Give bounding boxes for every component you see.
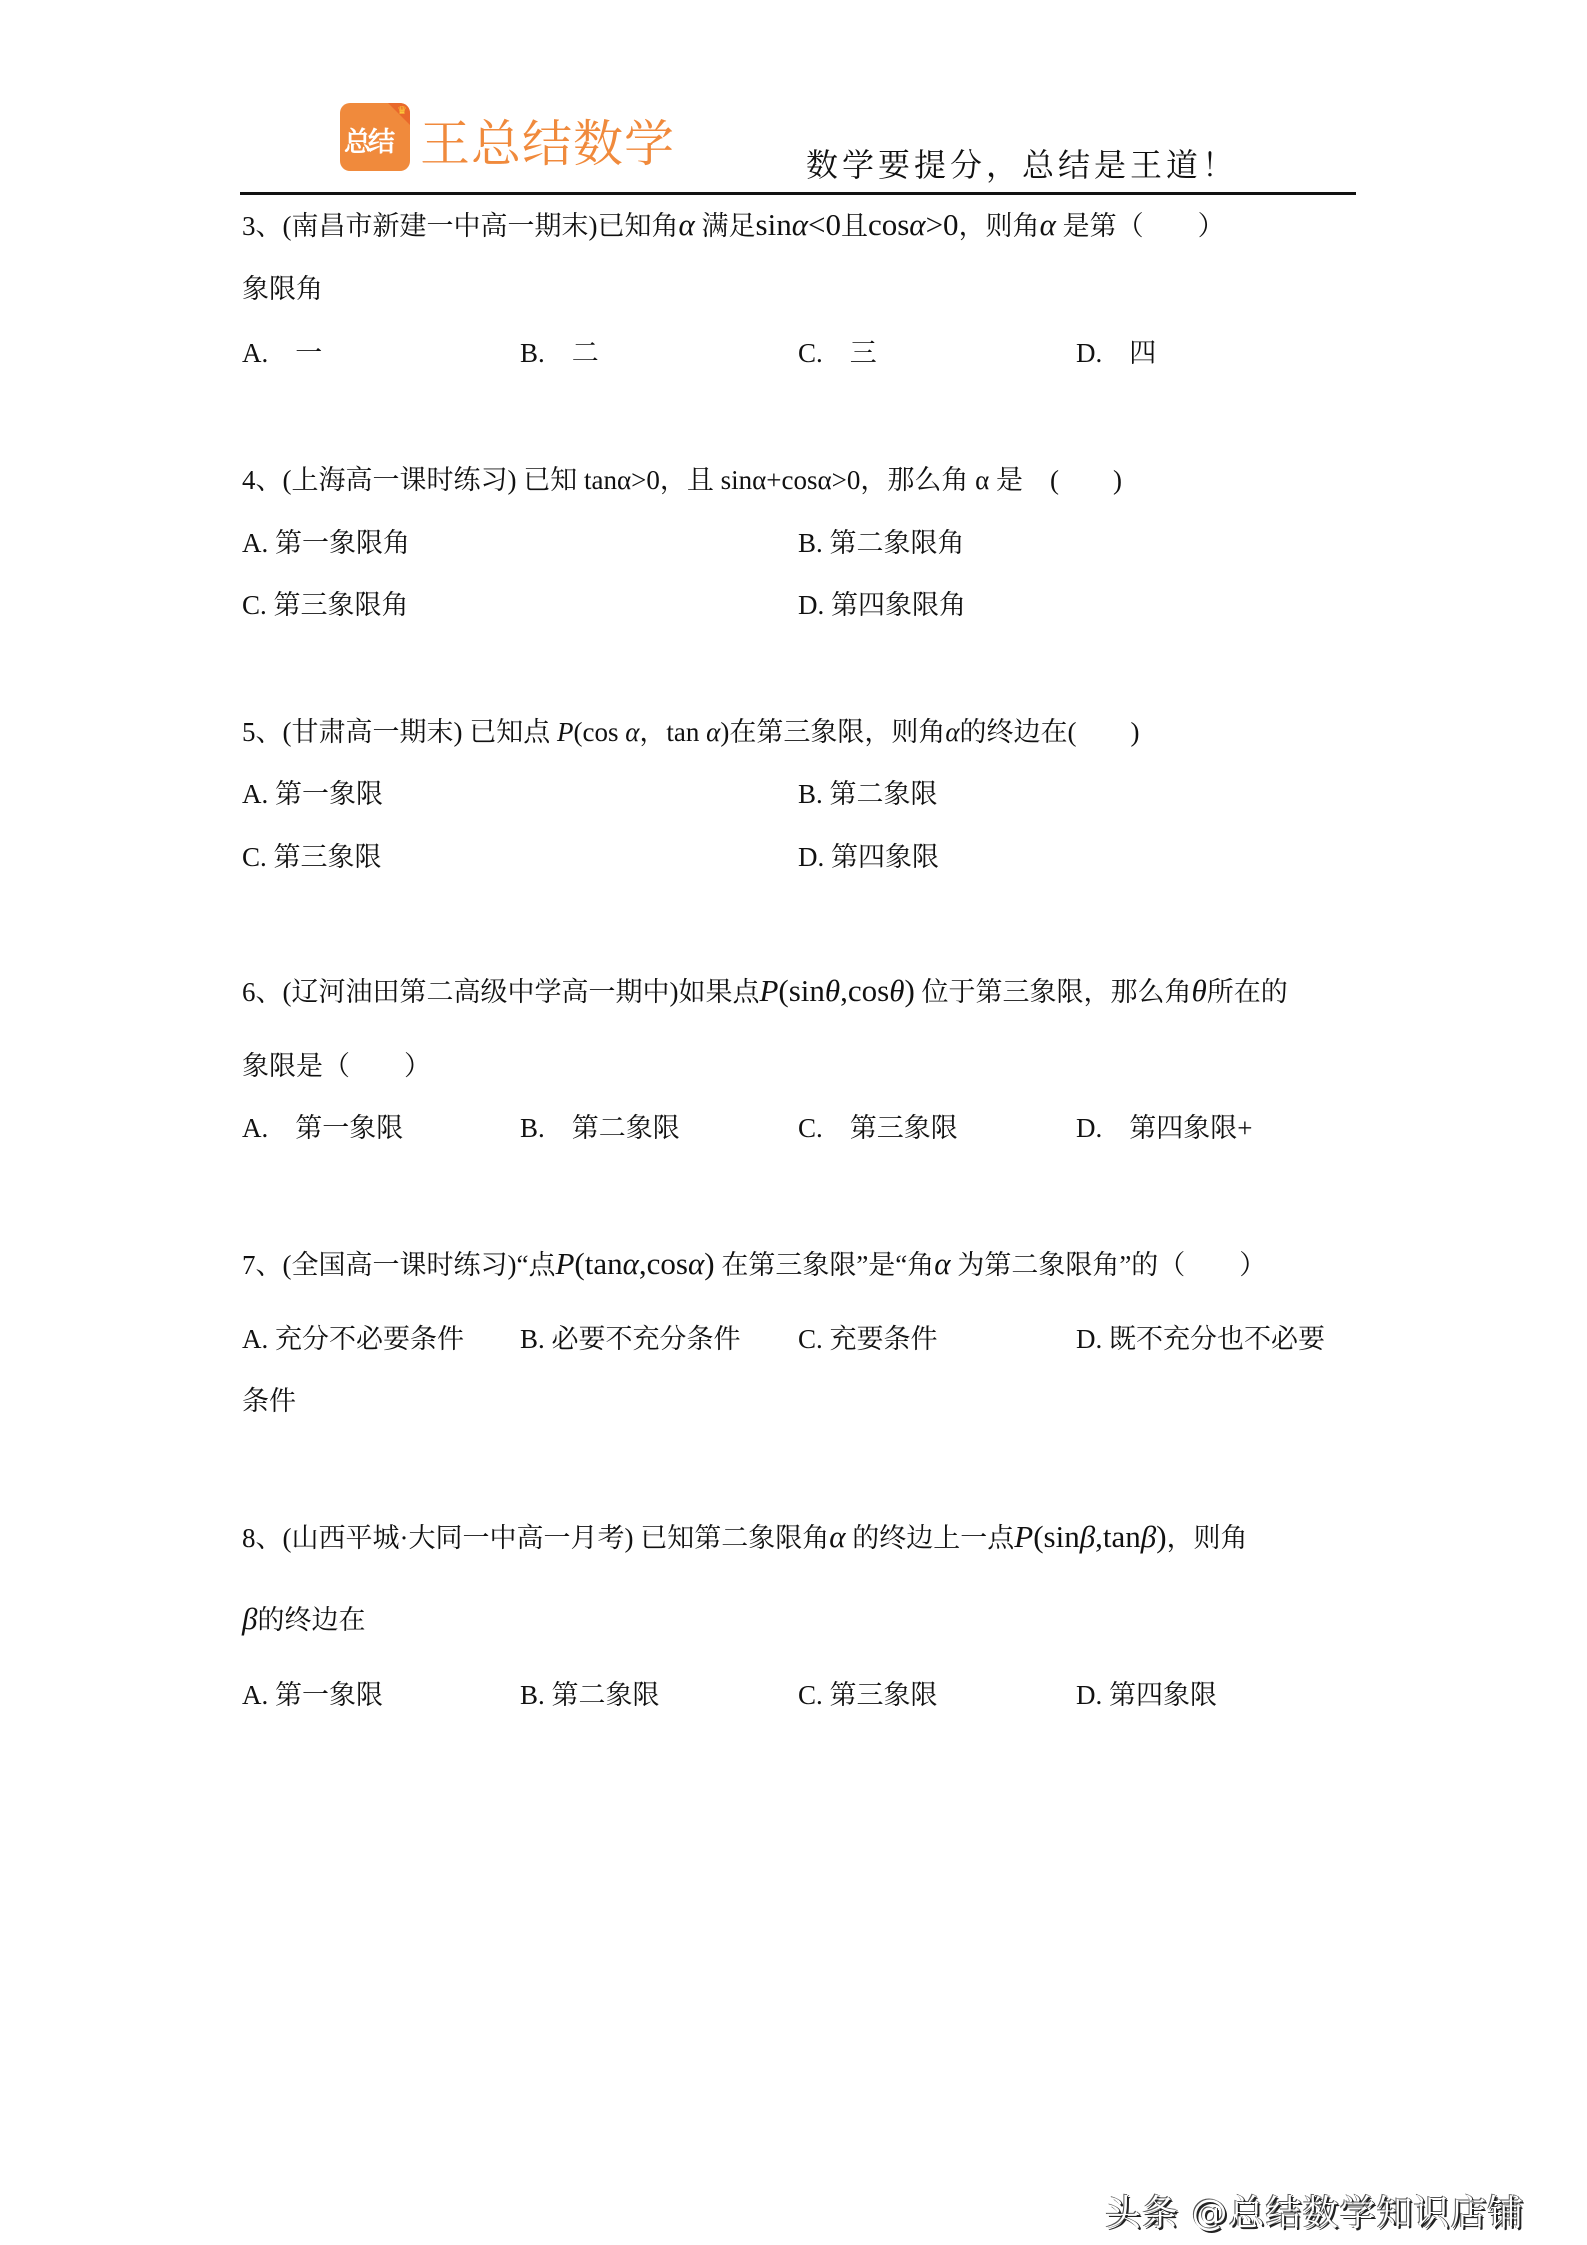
math-alpha: α xyxy=(829,1519,846,1554)
math-alpha: α xyxy=(791,207,808,242)
math-paren: ) xyxy=(904,973,915,1008)
stem-text: 为第二象限角”的（ ） xyxy=(957,1250,1267,1280)
stem-text: 位于第三象限，那么角 xyxy=(921,977,1192,1007)
option-label: D. xyxy=(1076,338,1103,368)
question-source: (辽河油田第二高级中学高一期中) xyxy=(282,977,679,1007)
option-label: B. xyxy=(520,1113,545,1143)
option-text: 四 xyxy=(1129,338,1157,368)
header-divider xyxy=(240,192,1356,195)
math-sin: (sin xyxy=(1033,1519,1080,1554)
math-inequality: <0 xyxy=(807,207,841,242)
option-label: C. xyxy=(798,1324,823,1354)
option-label: A. xyxy=(242,528,269,558)
option-text: 第一象限 xyxy=(275,1680,383,1710)
question-source: (南昌市新建一中高一期末) xyxy=(282,211,598,241)
stem-text: 已知角 xyxy=(597,211,679,241)
math-theta: θ xyxy=(889,973,905,1008)
question-5-option-d[interactable] xyxy=(798,842,939,872)
question-3-option-c[interactable] xyxy=(798,338,877,368)
option-label: D. xyxy=(1076,1113,1103,1143)
option-text: 第四象限+ xyxy=(1129,1113,1253,1143)
math-cos: ,cos xyxy=(840,973,890,1008)
math-inequality: >0 xyxy=(925,207,959,242)
math-sin: sin xyxy=(755,207,792,242)
option-text: 二 xyxy=(571,338,599,368)
question-number: 8、 xyxy=(242,1523,283,1553)
option-text: 既不充分也不必要 xyxy=(1109,1324,1325,1354)
option-label: D. xyxy=(798,590,825,620)
stem-text: 如果点 xyxy=(678,977,760,1007)
math-alpha: α xyxy=(934,1246,951,1281)
question-8-stem xyxy=(242,1519,1248,1554)
question-5-stem xyxy=(242,717,1140,747)
math-paren: ) xyxy=(1156,1519,1167,1554)
question-7-option-b[interactable] xyxy=(520,1324,741,1354)
math-point-p: P xyxy=(555,1246,575,1281)
stem-text: 的终边在 xyxy=(257,1605,366,1635)
brand-name: 王总结数学 xyxy=(420,115,675,173)
question-5-option-c[interactable] xyxy=(242,842,382,872)
question-3-stem-continued: 象限角 xyxy=(242,274,323,304)
math-point-p: P xyxy=(1014,1519,1034,1554)
math-sin: (sin xyxy=(778,973,825,1008)
question-source: (全国高一课时练习) xyxy=(282,1250,517,1280)
question-7-option-d[interactable] xyxy=(1076,1324,1325,1354)
option-text: 第二象限角 xyxy=(829,528,965,558)
math-beta: β xyxy=(242,1601,258,1636)
question-6-option-c[interactable] xyxy=(798,1113,958,1143)
question-4-stem xyxy=(242,465,1122,495)
question-8-stem-continued xyxy=(242,1601,366,1636)
option-text: 第四象限 xyxy=(1109,1680,1217,1710)
question-7-option-c[interactable] xyxy=(798,1324,938,1354)
logo-icon-text: 总结 xyxy=(344,127,392,158)
math-point-p: P xyxy=(759,973,779,1008)
question-4-option-c[interactable] xyxy=(242,590,409,620)
option-label: B. xyxy=(798,779,823,809)
option-label: C. xyxy=(798,1113,823,1143)
option-label: D. xyxy=(1076,1324,1103,1354)
option-label: A. xyxy=(242,1113,269,1143)
question-number: 7、 xyxy=(242,1250,283,1280)
stem-text: 所在的 xyxy=(1206,977,1288,1007)
stem-text: ，则角 xyxy=(958,211,1040,241)
option-label: C. xyxy=(242,842,267,872)
watermark: 头条 @总结数学知识店铺 xyxy=(1105,2193,1525,2234)
option-text: 第三象限 xyxy=(273,842,382,872)
question-6-option-d[interactable] xyxy=(1076,1113,1252,1143)
math-theta: θ xyxy=(1191,973,1207,1008)
option-text: 一 xyxy=(295,338,323,368)
stem-text: 满足 xyxy=(701,211,756,241)
stem-text: 已知第二象限角 xyxy=(633,1523,830,1553)
math-tan: (tan xyxy=(574,1246,623,1281)
option-text: 充要条件 xyxy=(829,1324,938,1354)
math-theta: θ xyxy=(824,973,841,1008)
brand-logo-icon xyxy=(340,103,410,171)
question-7-option-a[interactable] xyxy=(242,1324,464,1354)
math-paren: ) xyxy=(704,1246,715,1281)
math-alpha: α xyxy=(945,717,960,747)
question-number: 5、 xyxy=(242,717,283,747)
question-6-option-b[interactable] xyxy=(520,1113,680,1143)
option-text: 第三象限角 xyxy=(273,590,409,620)
option-text: 第三象限 xyxy=(829,1680,938,1710)
option-text: 第二象限 xyxy=(571,1113,680,1143)
question-5-option-a[interactable] xyxy=(242,779,383,809)
math-tan: ，tan xyxy=(639,717,707,747)
question-source: (甘肃高一期末) xyxy=(282,717,463,747)
question-number: 6、 xyxy=(242,977,283,1007)
option-label: B. xyxy=(798,528,823,558)
question-8-option-d[interactable] xyxy=(1076,1680,1217,1710)
crown-icon: ♛ xyxy=(397,105,407,117)
stem-text: 的终边在( ) xyxy=(959,717,1140,747)
option-label: B. xyxy=(520,1324,545,1354)
question-4-option-b[interactable] xyxy=(798,528,965,558)
question-6-stem-continued: 象限是（ ） xyxy=(242,1051,431,1081)
option-label: A. xyxy=(242,1324,269,1354)
question-3-option-b[interactable] xyxy=(520,338,599,368)
option-text: 第一象限 xyxy=(275,779,383,809)
stem-text: )在第三象限，则角 xyxy=(720,717,946,747)
stem-text: 且 xyxy=(840,211,868,241)
stem-text: 是第（ ） xyxy=(1062,211,1225,241)
option-label: A. xyxy=(242,338,269,368)
question-7-option-d-continued: 条件 xyxy=(242,1386,296,1416)
math-alpha: α xyxy=(1039,207,1056,242)
option-label: C. xyxy=(798,338,823,368)
math-alpha: α xyxy=(622,1246,639,1281)
question-8-option-b[interactable] xyxy=(520,1680,660,1710)
question-6-option-a[interactable] xyxy=(242,1113,403,1143)
stem-text: 已知点 xyxy=(462,717,557,747)
option-label: A. xyxy=(242,1680,269,1710)
stem-text: “点 xyxy=(516,1250,556,1280)
option-text: 第四象限 xyxy=(831,842,939,872)
option-text: 充分不必要条件 xyxy=(275,1324,464,1354)
math-alpha: α xyxy=(687,1246,705,1281)
option-text: 第四象限角 xyxy=(831,590,966,620)
math-alpha: α xyxy=(706,717,721,747)
slogan: 数学要提分，总结是王道！ xyxy=(806,146,1239,184)
question-8-option-c[interactable] xyxy=(798,1680,938,1710)
stem-text: 在第三象限”是“角 xyxy=(721,1250,935,1280)
question-source: (上海高一课时练习) xyxy=(282,465,517,495)
math-beta: β xyxy=(1140,1519,1157,1554)
math-alpha: α xyxy=(625,717,640,747)
option-label: C. xyxy=(798,1680,823,1710)
option-label: B. xyxy=(520,338,545,368)
math-point-p: P xyxy=(556,717,574,747)
question-number: 4、 xyxy=(242,465,283,495)
option-label: D. xyxy=(798,842,825,872)
option-label: D. xyxy=(1076,1680,1103,1710)
option-text: 第二象限 xyxy=(551,1680,660,1710)
option-text: 三 xyxy=(849,338,877,368)
question-source: (山西平城·大同一中高一月考) xyxy=(282,1523,634,1553)
question-7-stem xyxy=(242,1246,1267,1281)
question-3-stem xyxy=(242,207,1225,242)
stem-text: 已知 tanα>0，且 sinα+cosα>0，那么角 α 是 ( ) xyxy=(516,465,1122,495)
question-6-stem xyxy=(242,973,1288,1008)
math-alpha: α xyxy=(909,207,926,242)
question-3-option-a[interactable] xyxy=(242,338,322,368)
option-label: C. xyxy=(242,590,267,620)
option-text: 第一象限 xyxy=(295,1113,404,1143)
stem-text: 的终边上一点 xyxy=(852,1523,1015,1553)
question-3-option-d[interactable] xyxy=(1076,338,1156,368)
option-text: 必要不充分条件 xyxy=(551,1324,741,1354)
math-alpha: α xyxy=(678,207,695,242)
question-8-option-a[interactable] xyxy=(242,1680,383,1710)
question-4-option-d[interactable] xyxy=(798,590,966,620)
option-text: 第三象限 xyxy=(849,1113,958,1143)
option-label: A. xyxy=(242,779,269,809)
math-cos: (cos xyxy=(573,717,626,747)
question-5-option-b[interactable] xyxy=(798,779,938,809)
math-cos: ,cos xyxy=(638,1246,688,1281)
math-beta: β xyxy=(1079,1519,1096,1554)
option-text: 第一象限角 xyxy=(275,528,410,558)
option-label: B. xyxy=(520,1680,545,1710)
option-text: 第二象限 xyxy=(829,779,938,809)
math-cos: cos xyxy=(867,207,910,242)
question-number: 3、 xyxy=(242,211,283,241)
stem-text: ，则角 xyxy=(1166,1523,1248,1553)
question-4-option-a[interactable] xyxy=(242,528,410,558)
math-tan: ,tan xyxy=(1095,1519,1141,1554)
